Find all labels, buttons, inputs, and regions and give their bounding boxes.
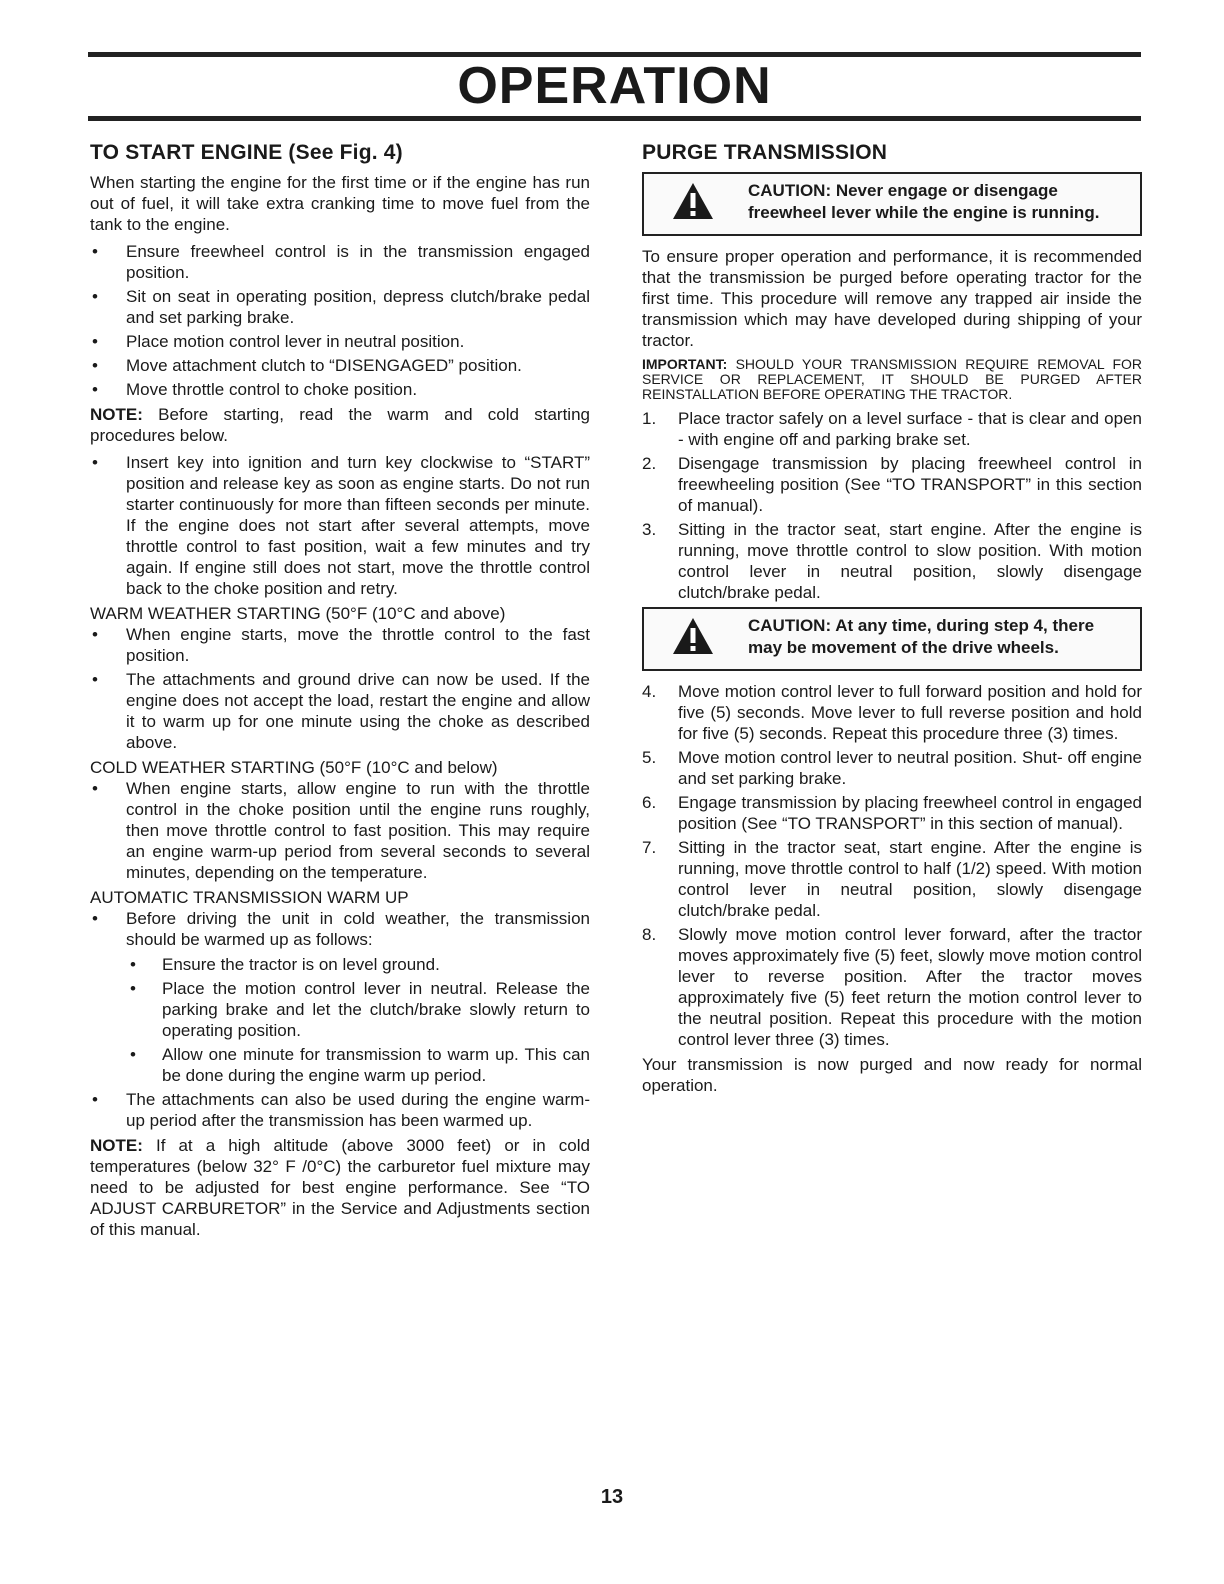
list-item: • Insert key into ignition and turn key clockwise to “START” position and release key as soon as engine starts. Do not run starter continuously for more than fifteen seconds per minute. If the engine does not start after several attempts, move throttle control to fast position, wait a few minutes and try again. If engine still does not start, move the throttle control back to the choke position and retry. xyxy=(92,453,590,598)
list-item: • When engine starts, allow engine to run with the throttle control in the choke position until the engine runs roughly, then move throttle control to fast position. This may require an engine warm-up period from several seconds to several minutes, depending on the temperature. xyxy=(92,779,590,882)
bullet-icon: • xyxy=(92,625,98,644)
list-item: • Place the motion control lever in neutral. Release the parking brake and let the clutch/brake slowly return to operating position. xyxy=(130,979,590,1040)
warning-triangle-icon xyxy=(672,182,714,220)
page-title: OPERATION xyxy=(457,57,772,115)
bullet-icon: • xyxy=(92,909,98,928)
start-engine-bullets xyxy=(90,241,590,400)
note-paragraph: NOTE: Before starting, read the warm and cold starting procedures below. xyxy=(90,405,590,445)
list-item: 7. Sitting in the tractor seat, start engine. After the engine is running, move throttle control to half (1/2) speed. With motion control lever in neutral position, slowly disengage clutch/brake pedal. xyxy=(642,838,1142,920)
page-number: 13 xyxy=(600,1486,624,1508)
bullet-icon: • xyxy=(92,242,98,261)
caution-box-drive-wheels xyxy=(642,607,1142,671)
cold-weather-bullets xyxy=(90,778,590,883)
purge-steps-1 xyxy=(642,408,1142,603)
list-item: • The attachments can also be used during the engine warm-up period after the transmission has been warmed up. xyxy=(92,1090,590,1130)
purge-steps-2 xyxy=(642,681,1142,1050)
bullet-icon: • xyxy=(130,955,136,974)
bullet-icon: • xyxy=(92,287,98,306)
bullet-icon: • xyxy=(130,979,136,998)
start-engine-heading: TO START ENGINE (See Fig. 4) xyxy=(90,141,403,164)
warm-weather-bullets xyxy=(90,624,590,753)
list-item: • Ensure the tractor is on level ground. xyxy=(130,955,440,974)
list-item: 5. Move motion control lever to neutral position. Shut- off engine and set parking brake. xyxy=(642,748,1142,788)
auto-warmup-heading: AUTOMATIC TRANSMISSION WARM UP xyxy=(90,888,409,907)
insert-key-list xyxy=(90,452,590,599)
list-item: 6. Engage transmission by placing freewheel control in engaged position (See “TO TRANSPORT” in this section of manual). xyxy=(642,793,1142,833)
warning-triangle-icon xyxy=(672,617,714,655)
bullet-icon: • xyxy=(92,453,98,472)
bullet-icon: • xyxy=(92,670,98,689)
list-item: • The attachments and ground drive can now be used. If the engine does not accept the load, restart the engine and allow it to warm up for one minute using the choke as described above. xyxy=(92,670,590,752)
header-rule-bottom xyxy=(88,116,1141,121)
auto-warmup-bullets-2 xyxy=(90,1089,590,1131)
caution-box-freewheel xyxy=(642,172,1142,236)
purge-outro: Your transmission is now purged and now ready for normal operation. xyxy=(642,1055,1142,1095)
start-engine-intro: When starting the engine for the first time or if the engine has run out of fuel, it will take extra cranking time to move fuel from the tank to the engine. xyxy=(90,173,590,234)
cold-weather-heading: COLD WEATHER STARTING (50°F (10°C and below) xyxy=(90,758,498,777)
caution-text: CAUTION: Never engage or disengage freewheel lever while the engine is running. xyxy=(748,181,1100,222)
right-column xyxy=(642,140,1142,1102)
auto-warmup-bullets xyxy=(90,908,590,950)
list-item: • Ensure freewheel control is in the transmission engaged position. xyxy=(92,242,590,282)
bullet-icon: • xyxy=(92,332,98,351)
list-item: 3. Sitting in the tractor seat, start engine. After the engine is running, move throttle control to slow position. With motion control lever in neutral position, slowly disengage clutch/brake pedal. xyxy=(642,520,1142,602)
note-altitude-paragraph: NOTE: If at a high altitude (above 3000 feet) or in cold temperatures (below 32° F /0°C) the carburetor fuel mixture may need to be adjusted for best engine performance. See “TO ADJUST CARBURETOR” in the Service and Adjustments section of this manual. xyxy=(90,1136,590,1239)
bullet-icon: • xyxy=(92,356,98,375)
list-item: 2. Disengage transmission by placing freewheel control in freewheeling position (See “TO TRANSPORT” in this section of manual). xyxy=(642,454,1142,515)
list-item: • Move attachment clutch to “DISENGAGED” position. xyxy=(92,356,522,375)
list-item: • Allow one minute for transmission to warm up. This can be done during the engine warm up period. xyxy=(130,1045,590,1085)
list-item: 8. Slowly move motion control lever forward, after the tractor moves approximately five (5) feet, slowly move motion control lever to reverse position. After the tractor moves approximately five (5) feet return the motion control lever to the neutral position. Repeat this procedure with the motion control lever three (3) times. xyxy=(642,925,1142,1049)
bullet-icon: • xyxy=(92,779,98,798)
caution-text: CAUTION: At any time, during step 4, there may be movement of the drive wheels. xyxy=(748,616,1095,657)
warm-weather-heading: WARM WEATHER STARTING (50°F (10°C and above) xyxy=(90,604,506,623)
important-paragraph: IMPORTANT: SHOULD YOUR TRANSMISSION REQUIRE REMOVAL FOR SERVICE OR REPLACEMENT, IT SHOULD BE PURGED AFTER REINSTALLATION BEFORE OPERATING THE TRACTOR. xyxy=(642,356,1143,402)
list-item: • Sit on seat in operating position, depress clutch/brake pedal and set parking brake. xyxy=(92,287,590,327)
purge-heading: PURGE TRANSMISSION xyxy=(642,141,888,164)
left-column xyxy=(90,140,590,1246)
list-item: • Move throttle control to choke position. xyxy=(92,380,418,399)
purge-intro: To ensure proper operation and performance, it is recommended that the transmission be purged before operating tractor for the first time. This procedure will remove any trapped air inside the transmission which may have developed during shipping of your tractor. xyxy=(642,247,1142,350)
bullet-icon: • xyxy=(92,1090,98,1109)
bullet-icon: • xyxy=(92,380,98,399)
list-item: 4. Move motion control lever to full forward position and hold for five (5) seconds. Move lever to full reverse position and hold for five (5) seconds. Repeat this procedure three (3) times. xyxy=(642,682,1142,743)
bullet-icon: • xyxy=(130,1045,136,1064)
list-item: • Before driving the unit in cold weather, the transmission should be warmed up as follows: xyxy=(92,909,590,949)
list-item: • Place motion control lever in neutral position. xyxy=(92,332,465,351)
auto-warmup-sub-bullets xyxy=(90,954,590,1086)
list-item: 1. Place tractor safely on a level surface - that is clear and open - with engine off and parking brake set. xyxy=(642,409,1142,449)
list-item: • When engine starts, move the throttle control to the fast position. xyxy=(92,625,590,665)
